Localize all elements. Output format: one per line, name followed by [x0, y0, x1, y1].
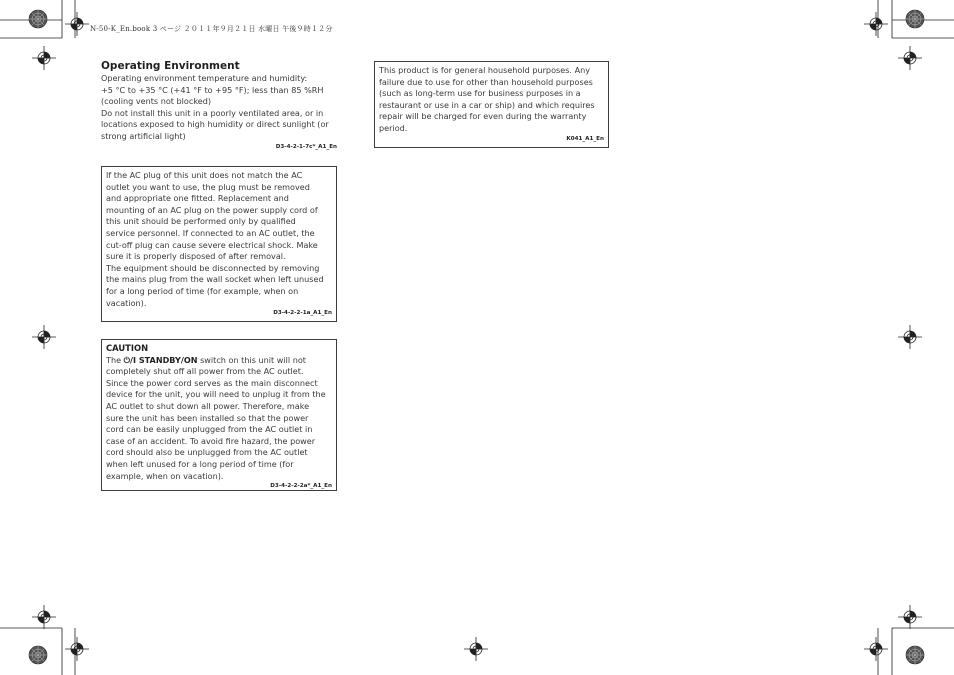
- operating-environment-title: Operating Environment: [101, 60, 240, 72]
- operating-environment-text: Operating environment temperature and humidity: +5 °C to +35 °C (+41 °F to +95 °F); less than 85 %RH (cooling vents not blocked) Do not install this unit in a poorly ventilated area, or in locations exposed to high humidity or direct sunlight (or strong artificial light): [101, 73, 329, 141]
- caution-code: D3-4-2-2-2a*_A1_En: [270, 483, 332, 490]
- print-file-header: N-50-K_En.book 3 ページ ２０１１年９月２１日 水曜日 午後９時１２分: [90, 25, 333, 33]
- caution-box: [101, 339, 337, 491]
- ac-plug-notice-box: [101, 166, 337, 322]
- ac-plug-notice-code: D3-4-2-2-1a_A1_En: [273, 310, 332, 317]
- caution-title: CAUTION: [106, 343, 149, 353]
- caution-body: switch on this unit will not completely shut off all power from the AC outlet. Since the power cord serves as the main disconnect device for the unit, you will need to unplug it from the AC outlet to shut down all power. Therefore, make sure the unit has been installed so that the power cord can be easily unplugged from the AC outlet in case of an accident. To avoid fire hazard, the power cord should also be unplugged from the AC outlet when left unused for a long period of time (for example, when on vacation).: [106, 354, 326, 481]
- operating-environment-section: [101, 60, 337, 150]
- household-notice-text: This product is for general household purposes. Any failure due to use for other than household purposes (such as long-term use for business purposes in a restaurant or use in a car or ship) and which requires repair will be charged for even during the warranty period.: [379, 65, 595, 133]
- ac-plug-notice-text: If the AC plug of this unit does not match the AC outlet you want to use, the plug must be removed and appropriate one fitted. Replacement and mounting of an AC plug on the power supply cord of this unit should be performed only by qualified service personnel. If connected to an AC outlet, the cut-off plug can cause severe electrical shock. Make sure it is properly disposed of after removal. The equipment should be disconnected by removing the mains plug from the wall socket when left unused for a long period of time (for example, when on vacation).: [106, 170, 324, 308]
- household-notice-code: K041_A1_En: [566, 135, 604, 142]
- caution-intro: The: [106, 354, 124, 365]
- operating-environment-code: D3-4-2-1-7c*_A1_En: [275, 143, 337, 150]
- caution-text: [106, 355, 332, 483]
- household-notice-box: [374, 61, 609, 148]
- standby-switch-label: ⏻/I STANDBY/ON: [123, 354, 198, 365]
